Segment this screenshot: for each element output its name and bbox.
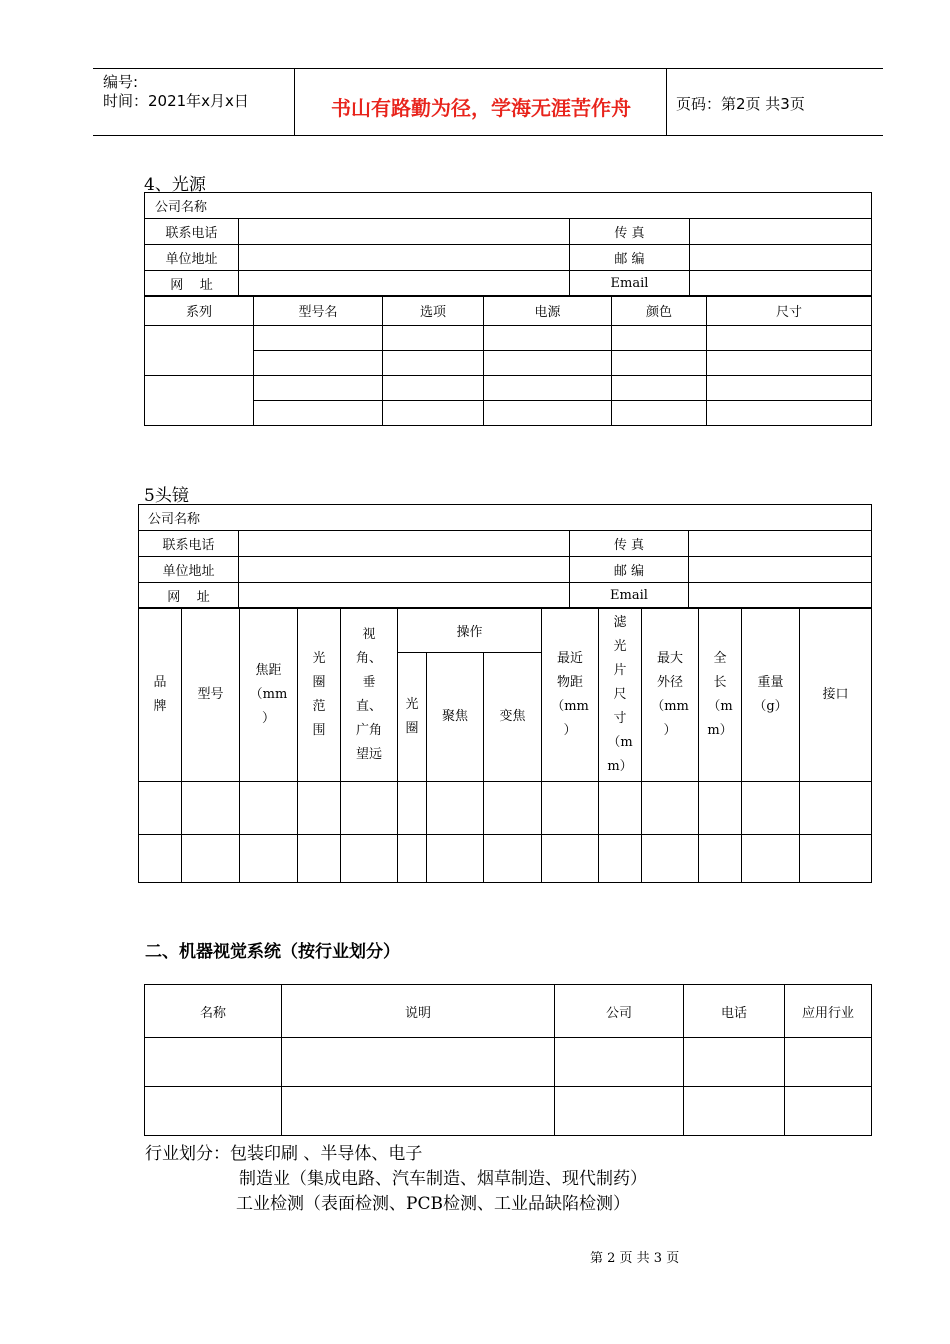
table-cell[interactable] bbox=[612, 401, 707, 426]
address-label: 单位地址 bbox=[139, 557, 239, 583]
table-cell[interactable] bbox=[383, 401, 484, 426]
col-length: 全 长 （m m） bbox=[699, 608, 742, 782]
col-options: 选项 bbox=[383, 296, 484, 326]
col-op-focus: 聚焦 bbox=[427, 653, 484, 782]
fax-value[interactable] bbox=[689, 531, 872, 557]
table-cell[interactable] bbox=[642, 835, 699, 883]
col-mount: 接口 bbox=[800, 608, 872, 782]
table-cell[interactable] bbox=[612, 376, 707, 401]
table-cell[interactable] bbox=[139, 782, 182, 835]
table-cell[interactable] bbox=[282, 1087, 555, 1136]
table-cell[interactable] bbox=[612, 351, 707, 376]
table-row bbox=[145, 1038, 872, 1087]
table-cell[interactable] bbox=[145, 1087, 282, 1136]
table-cell[interactable] bbox=[145, 1038, 282, 1087]
col-filter-size: 滤 光 片 尺 寸 （m m） bbox=[599, 608, 642, 782]
table-row bbox=[139, 782, 872, 835]
table-cell[interactable] bbox=[707, 376, 872, 401]
table-cell[interactable] bbox=[484, 835, 542, 883]
col-industry: 应用行业 bbox=[785, 985, 872, 1038]
phone-label: 联系电话 bbox=[145, 219, 239, 245]
series-cell[interactable] bbox=[145, 326, 254, 376]
col-op-zoom: 变焦 bbox=[484, 653, 542, 782]
fax-value[interactable] bbox=[690, 219, 872, 245]
time-label: 时间：2021年x月x日 bbox=[103, 92, 249, 110]
table-cell[interactable] bbox=[612, 326, 707, 351]
table-cell[interactable] bbox=[642, 782, 699, 835]
table-cell[interactable] bbox=[684, 1087, 785, 1136]
table-cell[interactable] bbox=[800, 782, 872, 835]
table-cell[interactable] bbox=[785, 1087, 872, 1136]
light-source-product-table bbox=[144, 295, 872, 426]
email-label: Email bbox=[570, 583, 689, 609]
table-cell[interactable] bbox=[341, 782, 398, 835]
table-cell[interactable] bbox=[742, 782, 800, 835]
light-source-company-table bbox=[144, 192, 872, 297]
table-cell[interactable] bbox=[542, 835, 599, 883]
col-aperture-range: 光 圈 范 围 bbox=[298, 608, 341, 782]
table-cell[interactable] bbox=[427, 835, 484, 883]
table-cell[interactable] bbox=[383, 376, 484, 401]
table-cell[interactable] bbox=[484, 376, 612, 401]
table-cell[interactable] bbox=[599, 835, 642, 883]
table-cell[interactable] bbox=[254, 401, 383, 426]
address-value[interactable] bbox=[239, 557, 570, 583]
table-cell[interactable] bbox=[484, 351, 612, 376]
header-bottom-rule bbox=[93, 135, 883, 136]
table-cell[interactable] bbox=[341, 835, 398, 883]
website-label: 网 址 bbox=[139, 583, 239, 609]
serial-label: 编号: bbox=[103, 73, 139, 91]
page-number-label: 页码：第2页 共3页 bbox=[676, 95, 805, 113]
table-row bbox=[139, 835, 872, 883]
table-cell[interactable] bbox=[282, 1038, 555, 1087]
lens-product-table bbox=[138, 607, 872, 883]
series-cell[interactable] bbox=[145, 376, 254, 426]
table-cell[interactable] bbox=[599, 782, 642, 835]
footer-page-number: 第 2 页 共 3 页 bbox=[590, 1251, 680, 1266]
table-cell[interactable] bbox=[383, 326, 484, 351]
table-row bbox=[145, 376, 872, 401]
table-cell[interactable] bbox=[707, 351, 872, 376]
col-series: 系列 bbox=[145, 296, 254, 326]
table-cell[interactable] bbox=[398, 782, 427, 835]
table-cell[interactable] bbox=[240, 782, 298, 835]
col-op-aperture: 光 圈 bbox=[398, 653, 427, 782]
col-size: 尺寸 bbox=[707, 296, 872, 326]
table-cell[interactable] bbox=[699, 835, 742, 883]
table-cell[interactable] bbox=[742, 835, 800, 883]
table-cell[interactable] bbox=[684, 1038, 785, 1087]
table-row bbox=[145, 1087, 872, 1136]
table-cell[interactable] bbox=[542, 782, 599, 835]
col-phone: 电话 bbox=[684, 985, 785, 1038]
table-row bbox=[145, 401, 872, 426]
header-divider-left bbox=[294, 68, 295, 136]
table-cell[interactable] bbox=[139, 835, 182, 883]
website-label: 网 址 bbox=[145, 271, 239, 297]
industry-note-line2: 制造业（集成电路、汽车制造、烟草制造、现代制药） bbox=[239, 1169, 647, 1189]
table-cell[interactable] bbox=[298, 782, 341, 835]
col-operation: 操作 bbox=[398, 608, 542, 653]
col-max-diameter: 最大 外径 （mm ） bbox=[642, 608, 699, 782]
email-label: Email bbox=[570, 271, 690, 297]
email-value[interactable] bbox=[689, 583, 872, 609]
website-value[interactable] bbox=[239, 271, 570, 297]
table-row bbox=[145, 351, 872, 376]
table-cell[interactable] bbox=[555, 1087, 684, 1136]
table-cell[interactable] bbox=[800, 835, 872, 883]
table-row bbox=[145, 326, 872, 351]
email-value[interactable] bbox=[690, 271, 872, 297]
col-power: 电源 bbox=[484, 296, 612, 326]
section-title-lens: 5头镜 bbox=[144, 486, 189, 506]
table-cell[interactable] bbox=[484, 326, 612, 351]
company-name-label: 公司名称 bbox=[139, 505, 872, 531]
lens-company-table bbox=[138, 504, 872, 609]
table-cell[interactable] bbox=[707, 401, 872, 426]
col-color: 颜色 bbox=[612, 296, 707, 326]
table-cell[interactable] bbox=[785, 1038, 872, 1087]
postcode-value[interactable] bbox=[689, 557, 872, 583]
section-title-machine-vision: 二、机器视觉系统（按行业划分） bbox=[145, 942, 400, 962]
table-cell[interactable] bbox=[699, 782, 742, 835]
website-value[interactable] bbox=[239, 583, 570, 609]
col-company: 公司 bbox=[555, 985, 684, 1038]
table-cell[interactable] bbox=[182, 835, 240, 883]
header-motto: 书山有路勤为径，学海无涯苦作舟 bbox=[331, 96, 631, 120]
col-focal-length: 焦距 （mm ） bbox=[240, 608, 298, 782]
machine-vision-table bbox=[144, 984, 872, 1136]
company-name-label: 公司名称 bbox=[145, 193, 872, 219]
table-cell[interactable] bbox=[398, 835, 427, 883]
postcode-label: 邮 编 bbox=[570, 557, 689, 583]
table-cell[interactable] bbox=[383, 351, 484, 376]
phone-value[interactable] bbox=[239, 219, 570, 245]
table-cell[interactable] bbox=[182, 782, 240, 835]
industry-note-line3: 工业检测（表面检测、PCB检测、工业品缺陷检测） bbox=[236, 1194, 630, 1214]
col-view-angle: 视 角、 垂 直、 广角 望远 bbox=[341, 608, 398, 782]
table-cell[interactable] bbox=[254, 376, 383, 401]
col-weight: 重量 （g） bbox=[742, 608, 800, 782]
industry-note-line1: 行业划分：包装印刷 、半导体、电子 bbox=[145, 1144, 423, 1164]
col-description: 说明 bbox=[282, 985, 555, 1038]
table-cell[interactable] bbox=[484, 782, 542, 835]
table-cell[interactable] bbox=[707, 326, 872, 351]
table-cell[interactable] bbox=[298, 835, 341, 883]
col-model-name: 型号名 bbox=[254, 296, 383, 326]
table-cell[interactable] bbox=[254, 326, 383, 351]
fax-label: 传 真 bbox=[570, 531, 689, 557]
table-cell[interactable] bbox=[427, 782, 484, 835]
fax-label: 传 真 bbox=[570, 219, 690, 245]
table-cell[interactable] bbox=[555, 1038, 684, 1087]
table-cell[interactable] bbox=[254, 351, 383, 376]
postcode-label: 邮 编 bbox=[570, 245, 690, 271]
col-name: 名称 bbox=[145, 985, 282, 1038]
phone-label: 联系电话 bbox=[139, 531, 239, 557]
col-min-distance: 最近 物距 （mm ） bbox=[542, 608, 599, 782]
section-title-light-source: 4、光源 bbox=[144, 175, 206, 195]
table-cell[interactable] bbox=[240, 835, 298, 883]
col-brand: 品 牌 bbox=[139, 608, 182, 782]
postcode-value[interactable] bbox=[690, 245, 872, 271]
address-label: 单位地址 bbox=[145, 245, 239, 271]
header-top-rule bbox=[93, 68, 883, 69]
header-divider-right bbox=[666, 68, 667, 136]
phone-value[interactable] bbox=[239, 531, 570, 557]
table-cell[interactable] bbox=[484, 401, 612, 426]
address-value[interactable] bbox=[239, 245, 570, 271]
col-model: 型号 bbox=[182, 608, 240, 782]
